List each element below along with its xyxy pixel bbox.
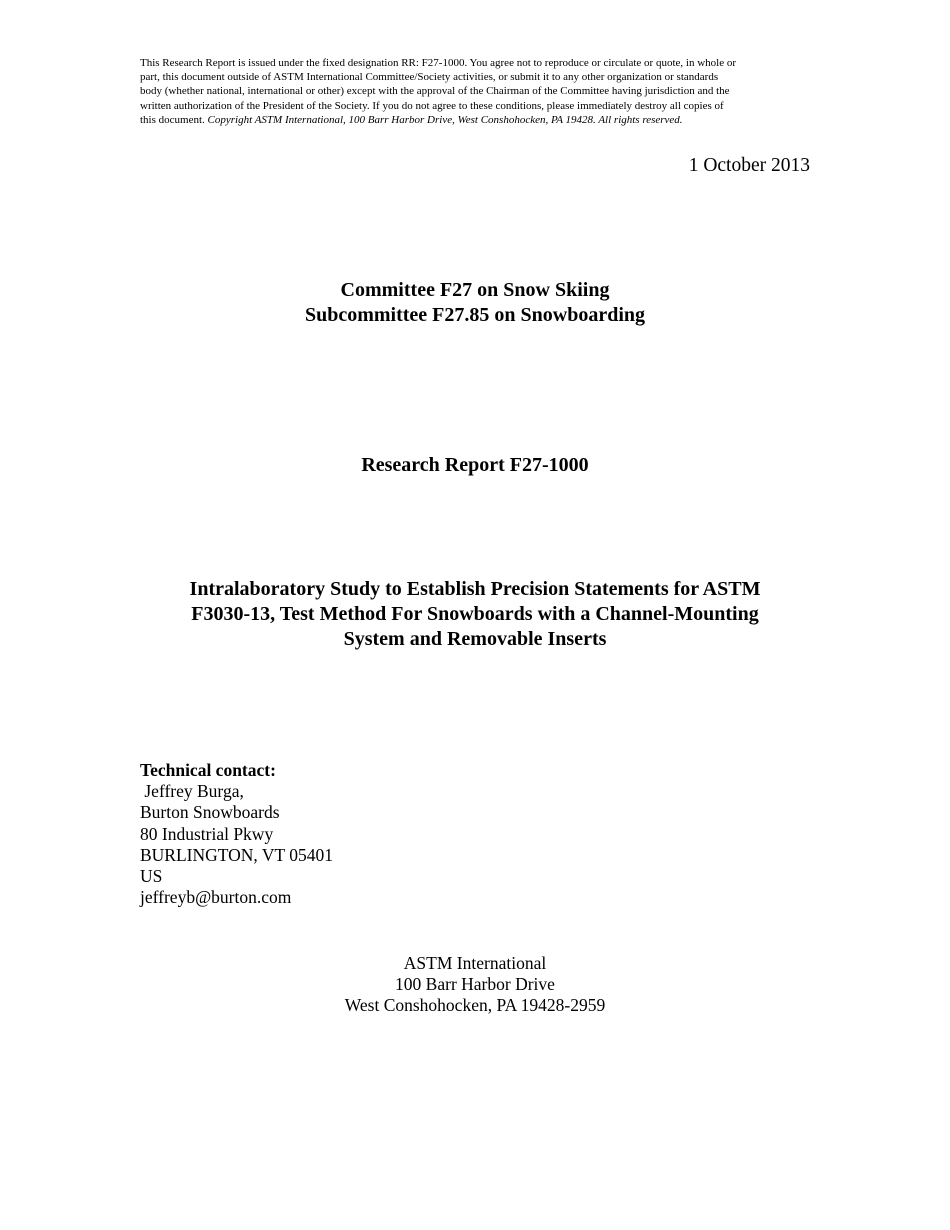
copyright-notice (140, 56, 810, 127)
study-title (0, 577, 950, 652)
committee-heading (0, 278, 950, 328)
contact-heading: Technical contact: (140, 760, 276, 780)
organization-city: West Conshohocken, PA 19428-2959 (344, 995, 606, 1016)
contact-street: 80 Industrial Pkwy (140, 823, 274, 844)
notice-line: part, this document outside of ASTM International Committee/Society activities, or submit it to any other organization or standards (140, 71, 719, 84)
report-date: 1 October 2013 (688, 155, 810, 176)
organization-name: ASTM International (403, 953, 547, 973)
notice-last-plain: this document. (140, 113, 208, 126)
title-line: Intralaboratory Study to Establish Precision Statements for ASTM (189, 578, 761, 600)
contact-email: jeffreyb@burton.com (140, 887, 292, 908)
subcommittee-name: Subcommittee F27.85 on Snowboarding (304, 304, 646, 326)
committee-name: Committee F27 on Snow Skiing (340, 279, 610, 301)
technical-contact (140, 760, 333, 908)
notice-line: body (whether national, international or other) except with the approval of the Chairman of the Committee having jurisdiction and the (140, 85, 730, 98)
title-line: System and Removable Inserts (343, 628, 607, 650)
contact-country: US (140, 866, 163, 887)
organization-street: 100 Barr Harbor Drive (395, 974, 555, 995)
notice-copyright-italic: Copyright ASTM International, 100 Barr Harbor Drive, West Conshohocken, PA 19428. All rights reserved. (207, 113, 683, 126)
notice-line-last (140, 113, 810, 127)
contact-name: Jeffrey Burga, (140, 781, 244, 802)
organization-address (0, 953, 950, 1017)
notice-line: written authorization of the President of the Society. If you do not agree to these conditions, please immediately destroy all copies of (140, 99, 724, 112)
report-number: Research Report F27-1000 (361, 454, 589, 476)
title-line: F3030-13, Test Method For Snowboards with a Channel-Mounting (191, 603, 759, 625)
notice-line: This Research Report is issued under the fixed designation RR: F27-1000. You agree not to reproduce or circulate or quote, in whole or (140, 57, 737, 69)
contact-company: Burton Snowboards (140, 802, 280, 823)
contact-city: BURLINGTON, VT 05401 (140, 844, 333, 865)
